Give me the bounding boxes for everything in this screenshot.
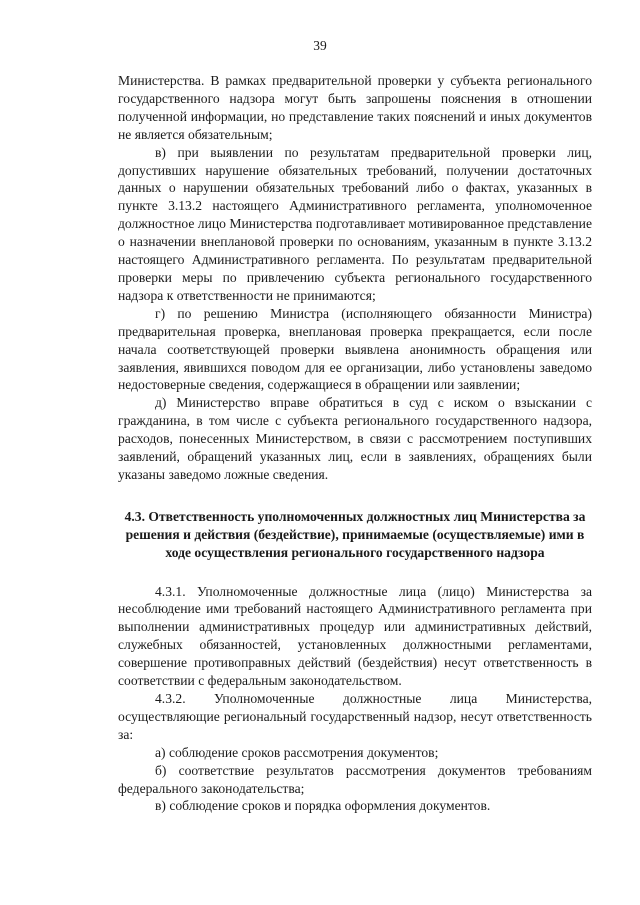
- paragraph-item-d: д) Министерство вправе обратиться в суд с иском о взыскании с гражданина, в том числе с субъекта регионального государственного надзора, расходов, понесенных Министерством, в связи с рассмотрением поступивших заявлений, обращений указанных лиц, если в заявлениях, обращениях были указаны заведомо ложные сведения.: [118, 395, 592, 482]
- paragraph-4-3-1: 4.3.1. Уполномоченные должностные лица (лицо) Министерства за несоблюдение ими требований настоящего Административного регламента при выполнении административных процедур или административных действий, служебных обязанностей, установленных должностными регламентами, совершение противоправных действий (бездействия) несут ответственность в соответствии с федеральным законодательством.: [118, 583, 592, 689]
- list-item-b: б) соответствие результатов рассмотрения документов требованиям федерального законодательства;: [118, 762, 592, 796]
- paragraph-item-g: г) по решению Министра (исполняющего обязанности Министра) предварительная проверка, внеплановая проверка прекращается, если после начала соответствующей проверки выявлена анонимность обращения или заявления, явившихся поводом для ее организации, либо установлены заведомо недостоверные сведения, содержащиеся в обращении или заявлении;: [118, 305, 592, 393]
- paragraph-4-3-2: 4.3.2. Уполномоченные должностные лица Министерства, осуществляющие региональный государственный надзор, несут ответственность за:: [118, 691, 592, 742]
- paragraphs-bottom: [118, 583, 592, 816]
- list-item-v: в) соблюдение сроков и порядка оформления документов.: [155, 798, 491, 814]
- paragraph: Министерства. В рамках предварительной проверки у субъекта регионального государственного надзора могут быть запрошены пояснения в отношении полученной информации, но представление таких пояснений и иных документов не является обязательным;: [118, 73, 592, 142]
- page-content: [118, 72, 592, 815]
- section-heading: 4.3. Ответственность уполномоченных должностных лиц Министерства за решения и действия (бездействие), принимаемые (осуществляемые) ими в ходе осуществления регионального государственного надзора: [124, 508, 586, 560]
- list-item-a: а) соблюдение сроков рассмотрения документов;: [155, 744, 439, 760]
- paragraph-item-v: в) при выявлении по результатам предварительной проверки лиц, допустивших нарушение обязательных требований, получении достаточных данных о нарушении обязательных требований либо о фактах, указанных в пункте 3.13.2 настоящего Административного регламента, уполномоченное должностное лицо Министерства подготавливает мотивированное представление о назначении внеплановой проверки по основаниям, указанным в пункте 3.13.2 настоящего Административного регламента. По результатам предварительной проверки меры по привлечению субъекта регионального государственного надзора к ответственности не принимаются;: [118, 144, 592, 303]
- page-number: 39: [313, 38, 327, 53]
- paragraphs-top: [118, 72, 592, 484]
